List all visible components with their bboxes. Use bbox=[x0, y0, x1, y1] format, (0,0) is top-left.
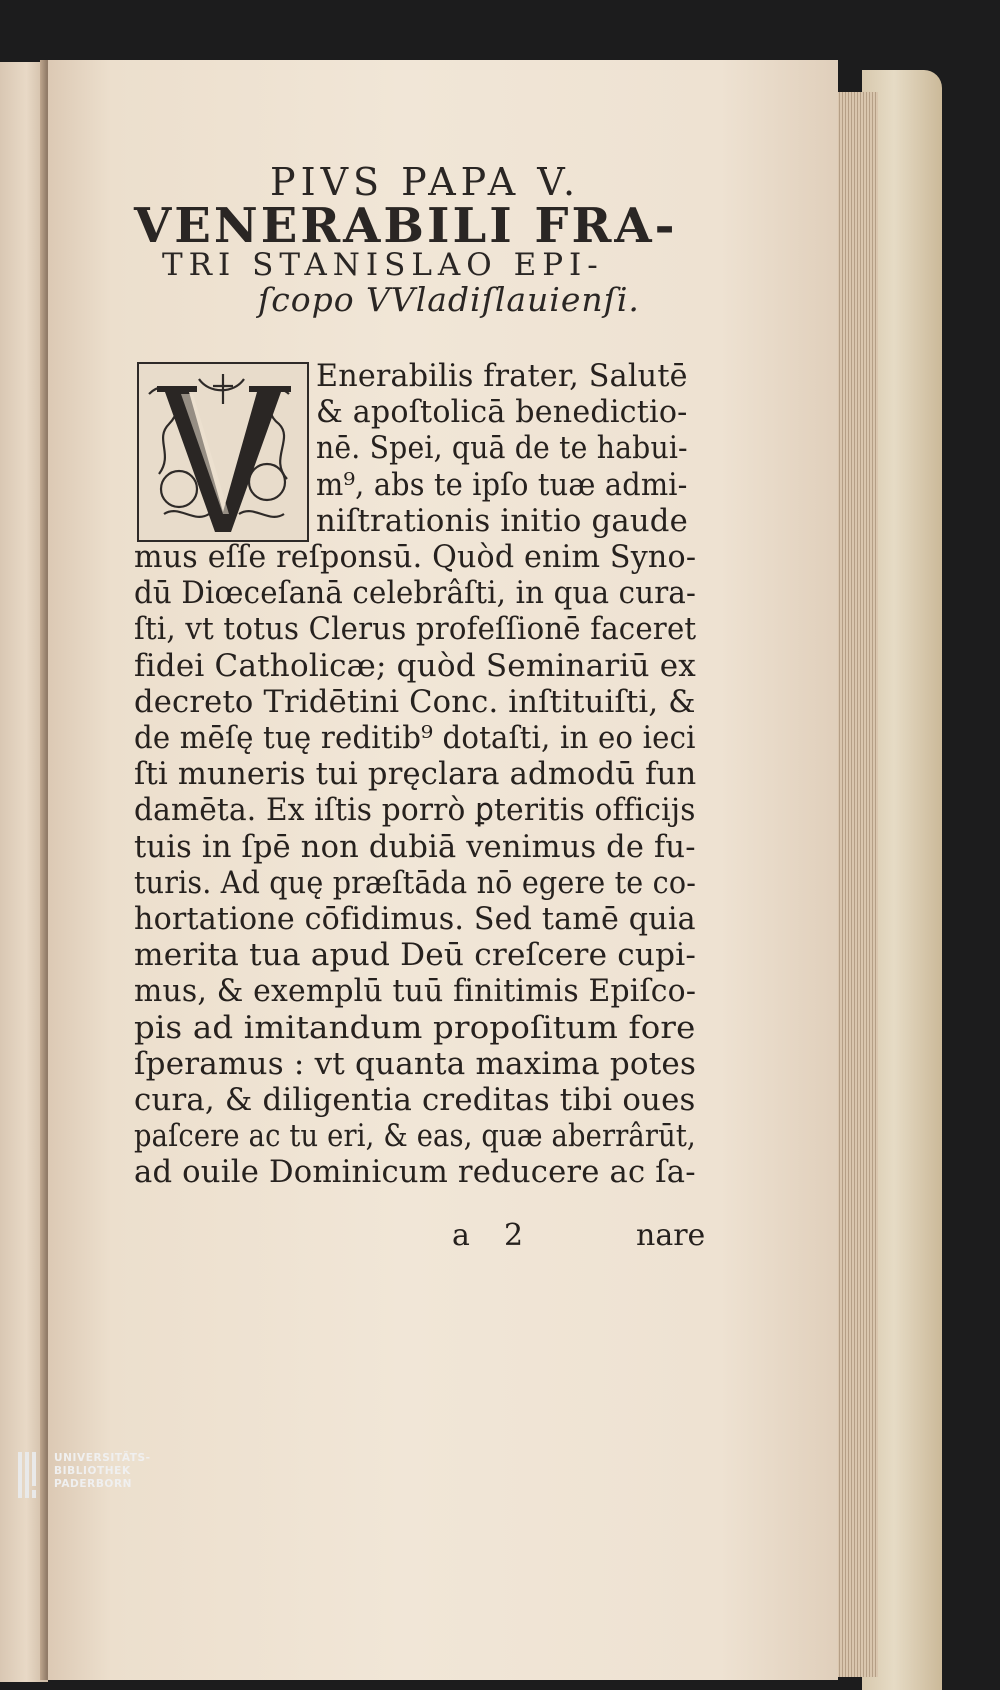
university-library-logo-icon bbox=[18, 1452, 44, 1498]
text-line: merita tua apud Deū creſcere cupi- bbox=[134, 937, 697, 974]
text-line: tuis in ſpē non dubiā venimus de fu- bbox=[134, 828, 696, 865]
text-line: nē. Spei, quā de te habui- bbox=[316, 430, 688, 467]
logo-line-3: PADERBORN bbox=[54, 1478, 133, 1490]
text-line: hortatione cōfidimus. Sed tamē quia bbox=[134, 901, 696, 937]
heading-line-1: PIVS PAPA V. bbox=[270, 160, 581, 204]
text-line: ſti muneris tui pręclara admodū fun bbox=[134, 756, 697, 793]
text-line: damēta. Ex iſtis porrò ꝑteritis officijs bbox=[134, 792, 696, 829]
text-line: mus, & exemplū tuū finitimis Epiſco- bbox=[134, 973, 697, 1010]
logo-line-1: UNIVERSITÄTS- bbox=[54, 1452, 151, 1464]
text-line: ad ouile Dominicum reducere ac ſa- bbox=[134, 1154, 696, 1191]
text-line: cura, & diligentia creditas tibi oues bbox=[134, 1082, 696, 1118]
text-line: turis. Ad quę præſtāda nō egere te co- bbox=[134, 864, 697, 901]
text-line: mus eſſe reſponsū. Quòd enim Syno- bbox=[134, 539, 697, 575]
text-line: de mēſę tuę reditib⁹ dotaſti, in eo ieci bbox=[134, 720, 696, 756]
signature-mark-number: 2 bbox=[504, 1218, 524, 1253]
text-line: pis ad imitandum propoſitum fore bbox=[134, 1009, 696, 1046]
text-line: Enerabilis frater, Salutē bbox=[316, 358, 688, 394]
text-line: & apoſtolicā benedictio- bbox=[316, 394, 688, 431]
text-line: ſti, vt totus Clerus profeſſionē faceret bbox=[134, 611, 697, 648]
text-line: m⁹, abs te ipſo tuæ admi- bbox=[316, 466, 688, 503]
text-line: niſtrationis initio gaude bbox=[316, 502, 688, 539]
heading-line-2: VENERABILI FRA- bbox=[134, 198, 678, 254]
text-line: dū Diœceſanā celebrâſti, in qua cura- bbox=[134, 575, 697, 612]
text-line: paſcere ac tu eri, & eas, quæ aberrârūt, bbox=[134, 1118, 696, 1155]
heading-line-4: ſcopo VVladiſlauienſi. bbox=[258, 280, 640, 319]
catchword: nare bbox=[636, 1218, 706, 1253]
text-line: decreto Tridētini Conc. inſtituiſti, & bbox=[134, 683, 696, 720]
text-line: fidei Catholicæ; quòd Seminariū ex bbox=[134, 647, 696, 684]
heading-line-3: TRI STANISLAO EPI- bbox=[162, 247, 604, 283]
signature-mark-letter: a bbox=[452, 1218, 470, 1253]
logo-line-2: BIBLIOTHEK bbox=[54, 1465, 131, 1477]
text-line: ſperamus : vt quanta maxima potes bbox=[134, 1045, 697, 1082]
library-logo bbox=[18, 1452, 151, 1498]
